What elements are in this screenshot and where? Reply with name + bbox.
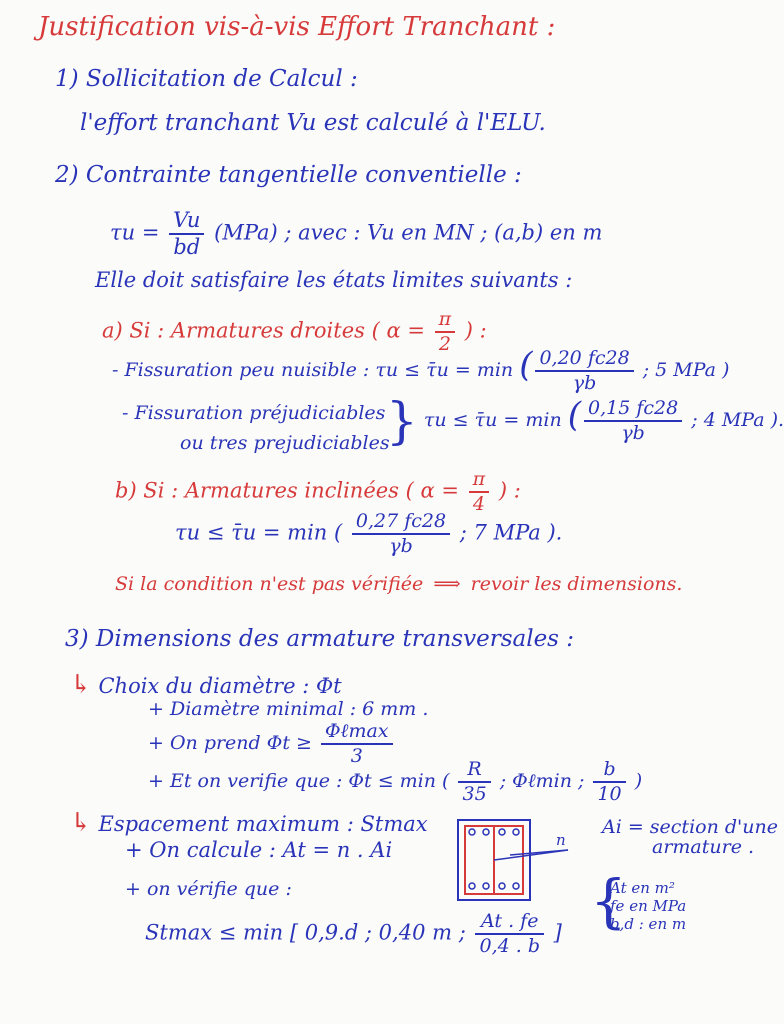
fp-line-1: - Fissuration préjudiciables xyxy=(122,402,386,424)
ai-note-2: armature . xyxy=(652,836,755,858)
section-1-heading: 1) Sollicitation de Calcul : xyxy=(55,66,358,92)
prend-text: + On prend Φt ≥ xyxy=(148,732,312,754)
fp-denominator: γb xyxy=(621,422,645,444)
verif-text: + Et on verifie que : Φt ≤ min ( xyxy=(148,770,450,792)
prend-numerator: Φℓmax xyxy=(321,722,393,745)
units-1: At en m² xyxy=(610,879,675,897)
fp-rest: ; 4 MPa ). xyxy=(691,409,784,431)
verif-mid: ; Φℓmin ; xyxy=(499,770,585,792)
espacement-text: Espacement maximum : Stmax xyxy=(98,812,428,836)
tau-numerator: Vu xyxy=(169,210,204,235)
fpn-denominator: γb xyxy=(572,372,597,394)
case-b-label: b) Si : Armatures inclinées ( α = xyxy=(115,478,459,503)
arrow-icon: ⟹ xyxy=(433,573,461,595)
case-a-denominator: 2 xyxy=(438,333,451,355)
page-title: Justification vis-à-vis Effort Tranchant : xyxy=(38,12,556,42)
case-b-close: ) : xyxy=(498,478,521,503)
satisfy-line: Elle doit satisfaire les états limites suivants : xyxy=(95,268,573,292)
choix-text: Choix du diamètre : Φt xyxy=(98,674,342,698)
fissuration-peu-nuisible: - Fissuration peu nuisible : τu ≤ τ̄u = min ( $\frac{0,20 fc28}{\gamma b}$ ; 5 MPa ) xyxy=(112,345,730,394)
fp-line-2: ou tres prejudiciables xyxy=(180,432,390,454)
case-a-label: a) Si : Armatures droites ( α = xyxy=(102,318,425,343)
verifie-line: + on vérifie que : xyxy=(125,878,292,900)
condition-text: Si la condition n'est pas vérifiée xyxy=(115,573,424,595)
units-3: b,d : en m xyxy=(610,915,687,933)
fpn-numerator: 0,20 fc28 xyxy=(535,349,633,372)
tau-units: (MPa) ; avec : Vu en MN ; (a,b) en m xyxy=(214,220,603,245)
section-3-heading: 3) Dimensions des armature transversales : xyxy=(65,626,575,652)
case-a-close: ) : xyxy=(464,318,487,343)
diametre-min: + Diamètre minimal : 6 mm . xyxy=(148,698,429,720)
case-b-numerator: π xyxy=(469,470,490,493)
fp-eq: τu ≤ τ̄u = min xyxy=(423,409,562,431)
st-denominator: 0,4 . b xyxy=(479,935,540,957)
tau-denominator: bd xyxy=(173,235,201,259)
fp-brace-group: } τu ≤ τ̄u = min ( $\frac{0,15 fc28}{\gamma b}$ ; 4 MPa ). xyxy=(386,392,784,450)
case-b-eq: τu ≤ τ̄u = min ( xyxy=(175,520,343,545)
verif-denominator-1: 35 xyxy=(462,783,487,805)
fp-numerator: 0,15 fc28 xyxy=(584,399,682,422)
st-end: ] xyxy=(553,920,562,945)
espacement-line: ↳ Espacement maximum : Stmax xyxy=(70,808,428,838)
st-text: Stmax ≤ min [ 0,9.d ; 0,40 m ; xyxy=(145,920,466,945)
case-b-formula-numerator: 0,27 fc28 xyxy=(352,512,450,535)
calcule-line: + On calcule : At = n . Ai xyxy=(125,838,393,862)
units-2: fe en MPa xyxy=(610,897,687,915)
ai-note-1: Ai = section d'une xyxy=(602,816,778,838)
section-2-heading: 2) Contrainte tangentielle conventielle : xyxy=(55,162,522,188)
case-a-numerator: π xyxy=(435,310,456,333)
verif-numerator-2: b xyxy=(593,760,625,783)
n-label: n xyxy=(556,831,566,849)
verif-denominator-2: 10 xyxy=(597,783,622,805)
fpn-rest: ; 5 MPa ) xyxy=(642,359,730,381)
choix-line: ↳ Choix du diamètre : Φt xyxy=(70,670,342,700)
condition-end: revoir les dimensions. xyxy=(470,573,683,595)
st-numerator: At . fe xyxy=(475,912,544,935)
fpn-label: - Fissuration peu nuisible : τu ≤ τ̄u = min xyxy=(112,359,514,381)
section-1-line: l'effort tranchant Vu est calculé à l'ELU. xyxy=(80,110,546,136)
tau-symbol: τu = xyxy=(110,220,160,245)
case-b-rest: ; 7 MPa ). xyxy=(459,520,563,545)
verif-end: ) xyxy=(634,770,643,792)
handwritten-page: Justification vis-à-vis Effort Tranchant : 1) Sollicitation de Calcul : l'effort tranchant Vu est calculé à l'ELU. 2) Contrainte tangentielle conventielle : τu = $\frac{Vu}{bd}$ (MPa) ; avec : Vu en MN ; (a,b) en m Elle doit satisfaire les états limites suivants : a) Si : Armatures droites ( α = $\frac{\pi}{2}$ ) : - Fissuration peu nuisible : τu ≤ τ̄u = min ( $\frac{0,20 fc28}{\gamma b}$ ; 5 MPa ) - Fissuration préjudiciables ou tres prejudiciables } τu ≤ τ̄u = min ( $\frac{0,15 fc28}{\gamma b}$ ; 4 MPa ). b) Si : Armatures inclinées ( α = $\frac{\pi}{4}$ ) : τu ≤ τ̄u = min ( $\frac{0,27 fc28}{\gamma b}$ ; 7 MPa ). Si la condition n'est pas vérifiée ⟹ revoir les dimensions. 3) Dimensions des armature transversales : ↳ Choix du diamètre : Φt + Diamètre minimal : 6 mm . + On prend Φt ≥ $\frac{\text{Φℓmax}}{3}$ + Et on verifie que : Φt ≤ min ( $\frac{R}{35}$ ; Φℓmin ; $\frac{b}{10}$ ) ↳ Espacement maximum : Stmax + On calcule : At = n . Ai + on vérifie que : Stmax ≤ min [ 0,9.d ; 0,40 m ; $\frac{At . fe}{0,4 . b}$ ] n Ai = section d'une armature . { At en m² fe en MPa b,d : en m xyxy=(0,0,768,1024)
case-b-formula-denominator: γb xyxy=(389,535,413,557)
prend-denominator: 3 xyxy=(350,745,363,767)
verif-numerator-1: R xyxy=(458,760,490,783)
case-b-denominator: 4 xyxy=(472,493,485,515)
